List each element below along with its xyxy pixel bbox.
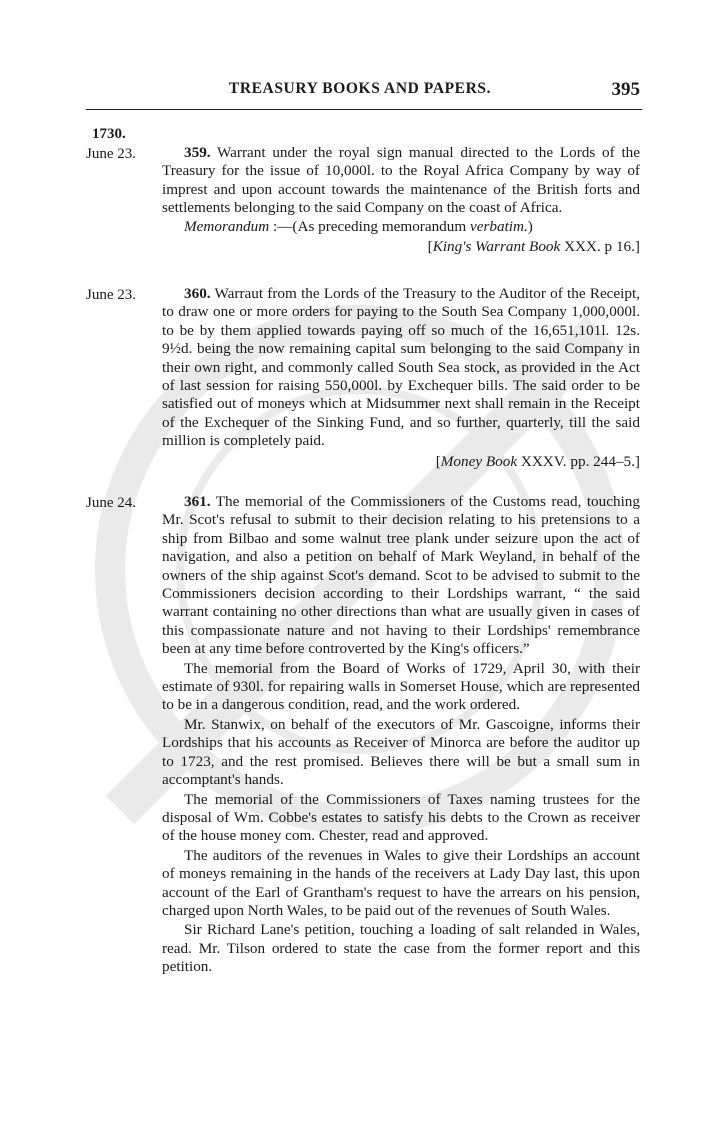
margin-date: June 23. xyxy=(86,146,136,162)
entry-text: Warraut from the Lords of the Treasury to the Auditor of the Receipt, to draw one or more orders for paying to the South Sea Company 1,000,000l. to be by them applied towards paying off so much of the 16,651,101l. 12s. 9½d. being the now remaining capital sum belonging to the said Company in their own right, and commonly called South Sea stock, as provided in the Act of last session for raising 550,000l. by Exchequer bills. The said order to be satisfied out of moneys which at Midsummer next shall remain in the Receipt of the Exchequer of the Sinking Fund, and so further, quarterly, till the said million is completely paid. xyxy=(162,285,640,450)
page-number: 395 xyxy=(611,79,640,100)
citation-open: [ xyxy=(427,238,433,256)
memo-verbatim: verbatim. xyxy=(469,217,528,235)
memo-text: :—(As preceding memorandum xyxy=(269,217,470,235)
entry-paragraph: The memorial of the Commissioners of Taxes naming trustees for the disposal of Wm. Cobbe's estates to satisfy his debts to the Crown as receiver of the house money com. Chester, read and approved. xyxy=(162,790,640,845)
entry-paragraph xyxy=(162,493,640,659)
citation xyxy=(162,238,640,256)
entry-paragraph: Mr. Stanwix, on behalf of the executors of Mr. Gascoigne, informs their Lordships that his accounts as Receiver of Minorca are before the auditor up to 1723, and the rest promised. Believes there will be but a small sum in accomptant's hands. xyxy=(162,715,640,789)
entry-number: 361. xyxy=(184,493,211,510)
page-header xyxy=(0,80,720,106)
entry-361 xyxy=(162,493,640,977)
margin-date-361 xyxy=(86,493,162,513)
entry-text: The memorial of the Commissioners of the Customs read, touching Mr. Scot's refusal to submit to their decision relating to his pretensions to a ship from Bilbao and some walnut tree plank under seizure upon the act of navigation, and also a petition on behalf of Mark Weyland, in behalf of the owners of the ship against Scot's demand. Scot to be advised to submit to the Commissioners decision according to their Lordships warrant, “ the said warrant containing no other directions than what are usually given in cases of this compassionate nature and not having to their Lordships' remembrance been at any time before controverted by the King's officers.” xyxy=(162,493,640,658)
memo-label: Memorandum xyxy=(184,217,270,235)
citation-open: [ xyxy=(435,452,441,470)
margin-year: 1730. xyxy=(92,126,126,142)
memo-close: ) xyxy=(527,217,533,235)
citation-ref: XXXV. pp. 244–5.] xyxy=(517,452,640,470)
entry-text: Warrant under the royal sign manual directed to the Lords of the Treasury for the issue of 10,000l. to the Royal Africa Company by way of imprest and upon account towards the maintenance of the British forts and settlements belonging to the said Company on the coast of Africa. xyxy=(162,144,640,217)
entry-paragraph: Sir Richard Lane's petition, touching a loading of salt relanded in Wales, read. Mr. Tilson ordered to state the case from the former report and this petition. xyxy=(162,921,640,976)
entry-paragraph xyxy=(162,285,640,451)
citation-book: Money Book xyxy=(440,452,518,470)
entry-paragraph xyxy=(162,144,640,218)
entry-number: 359. xyxy=(184,144,211,161)
entry-359 xyxy=(162,144,640,256)
entry-paragraph: The auditors of the revenues in Wales to give their Lordships an account of moneys remaining in the hands of the receivers at Lady Day last, this upon account of the Earl of Grantham's request to have the arrears on his pension, charged upon North Wales, to be paid out of the revenues of South Wales. xyxy=(162,846,640,919)
entry-paragraph: The memorial from the Board of Works of 1729, April 30, with their estimate of 930l. for repairing walls in Somerset House, which are represented to be in a dangerous condition, read, and the work ordered. xyxy=(162,659,640,714)
citation-ref: XXX. p 16.] xyxy=(560,238,640,256)
margin-date-360 xyxy=(86,285,162,305)
memorandum xyxy=(162,218,640,236)
entry-number: 360. xyxy=(184,285,211,302)
entry-360 xyxy=(162,285,640,471)
margin-date: June 24. xyxy=(86,495,136,511)
margin-date-359 xyxy=(86,124,162,164)
header-rule xyxy=(86,109,642,110)
margin-date: June 23. xyxy=(86,287,136,303)
citation-book: King's Warrant Book xyxy=(432,238,561,256)
citation xyxy=(162,453,640,471)
running-head: TREASURY BOOKS AND PAPERS. xyxy=(228,80,492,97)
